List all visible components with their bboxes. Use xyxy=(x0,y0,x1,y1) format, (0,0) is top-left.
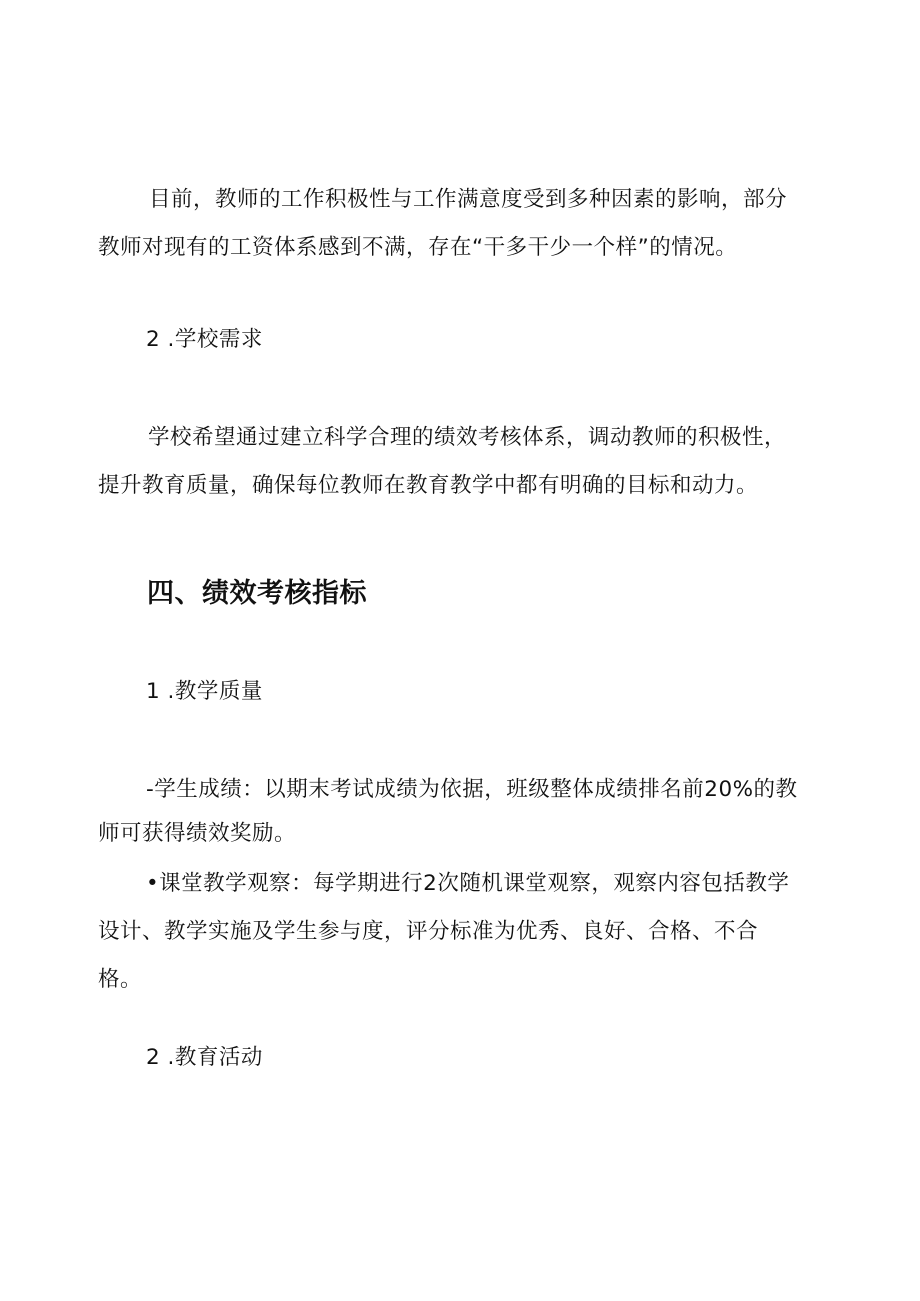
paragraph-teacher-status-cont xyxy=(98,224,737,272)
subheading-teaching-quality: 1 .教学质量 xyxy=(146,679,263,704)
paragraph-line: 提升教育质量，确保每位教师在教育教学中都有明确的目标和动力。 xyxy=(98,473,759,498)
item-line: 格。 xyxy=(98,967,143,992)
subheading-school-needs: 2 .学校需求 xyxy=(146,327,263,352)
item-classroom-observation-cont xyxy=(98,908,758,1004)
paragraph-school-needs xyxy=(148,414,786,462)
paragraph-school-needs-cont xyxy=(98,462,758,510)
item-line: 设计、教学实施及学生参与度，评分标准为优秀、良好、合格、不合 xyxy=(98,919,759,944)
paragraph-line: 教师对现有的工资体系感到不满，存在“干多干少一个样”的情况。 xyxy=(98,235,738,260)
section-heading-performance-indicators: 四、绩效考核指标 xyxy=(147,578,367,609)
item-classroom-observation xyxy=(146,860,789,908)
paragraph-teacher-status xyxy=(149,176,787,224)
item-line: -学生成绩：以期末考试成绩为依据，班级整体成绩排名前20%的教 xyxy=(146,777,798,802)
paragraph-line: 学校希望通过建立科学合理的绩效考核体系，调动教师的积极性， xyxy=(148,425,787,450)
item-line: •课堂教学观察：每学期进行2次随机课堂观察，观察内容包括教学 xyxy=(146,871,790,896)
subheading-education-activities: 2 .教育活动 xyxy=(146,1045,263,1070)
item-line: 师可获得绩效奖励。 xyxy=(98,821,297,846)
item-student-scores-cont xyxy=(98,810,296,858)
item-student-scores xyxy=(146,766,798,814)
paragraph-line: 目前，教师的工作积极性与工作满意度受到多种因素的影响，部分 xyxy=(149,187,788,212)
